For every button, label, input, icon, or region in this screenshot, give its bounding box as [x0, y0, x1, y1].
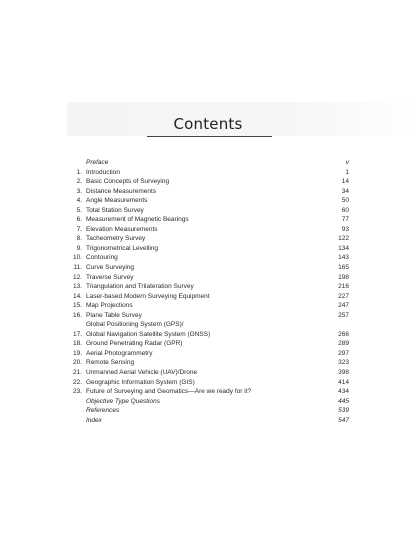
toc-entry-title	[82, 320, 319, 339]
title-rule	[147, 136, 272, 137]
toc-entry-number: 14.	[72, 292, 82, 300]
toc-entry-title	[82, 368, 319, 378]
toc-entry-title	[82, 387, 319, 397]
toc-entry-title-line: Global Navigation Satellite System (GNSS)	[86, 330, 211, 338]
toc-entry-title-line: Angle Measurements	[86, 197, 148, 205]
toc-entry-page: 445	[338, 397, 349, 405]
toc-entry-title-line: Trigonometrical Levelling	[86, 244, 159, 252]
toc-entry-title-line: Aerial Photogrammetry	[86, 349, 153, 357]
toc-entry-page: 34	[341, 187, 349, 195]
toc-entry-title-line: Preface	[86, 159, 109, 166]
toc-entry-number: 5.	[76, 206, 82, 214]
toc-entry-title	[82, 273, 319, 283]
toc-entry-page: 134	[338, 244, 349, 252]
toc-entry-number: 1.	[76, 168, 82, 176]
toc-entry[interactable]	[68, 311, 349, 321]
toc-entry-number: 20.	[72, 359, 82, 367]
toc-entry-page: 93	[341, 225, 349, 233]
toc-entry-title-line: Geographic Information System (GIS)	[86, 378, 195, 386]
toc-entry[interactable]	[68, 406, 349, 416]
toc-entry-title	[82, 244, 319, 254]
toc-entry-number: 2.	[76, 178, 82, 186]
toc-entry-title-line: Index	[86, 416, 102, 424]
toc-entry-number: 8.	[76, 235, 82, 243]
toc-entry-title	[82, 349, 319, 359]
toc-entry-title	[82, 168, 319, 178]
toc-entry[interactable]	[68, 168, 349, 178]
toc-entry-title-line: Distance Measurements	[86, 187, 157, 195]
toc-entry-title-line: Laser-based Modern Surveying Equipment	[86, 292, 210, 300]
toc-entry-title	[82, 196, 319, 206]
toc-entry-number: 6.	[76, 216, 82, 224]
toc-entry-title	[82, 177, 319, 187]
toc-entry-title	[82, 282, 319, 292]
toc-entry-page: 60	[341, 206, 349, 214]
toc-entry-number: 12.	[72, 273, 82, 281]
toc-entry-page: 198	[338, 273, 349, 281]
toc-entry[interactable]	[68, 301, 349, 311]
toc-entry-number: 17.	[72, 330, 82, 338]
toc-entry-page: 398	[338, 369, 349, 377]
toc-entry[interactable]	[68, 187, 349, 197]
toc-entry-number: 16.	[72, 311, 82, 319]
toc-entry-number: 22.	[72, 378, 82, 386]
toc-entry-title	[82, 301, 319, 311]
toc-entry-title	[82, 397, 319, 407]
toc-entry-title-line: Triangulation and Trilateration Survey	[86, 283, 194, 291]
toc-entry-title-line: Measurement of Magnetic Bearings	[86, 216, 189, 224]
toc-entry-title	[82, 263, 319, 273]
toc-entry-title-line: Objective Type Questions	[86, 397, 160, 405]
toc-entry-page: 216	[338, 283, 349, 291]
toc-entry-title	[82, 234, 319, 244]
toc-entry[interactable]	[68, 263, 349, 273]
toc-entry-page: 227	[338, 292, 349, 300]
toc-entry-page: 122	[338, 235, 349, 243]
toc-entry-number: 23.	[72, 388, 82, 396]
toc-entry[interactable]	[68, 320, 349, 339]
toc-entry-title-line: Curve Surveying	[86, 264, 135, 272]
toc-entry-number: 21.	[72, 369, 82, 377]
toc-entry-title-line: Elevation Measurements	[86, 225, 158, 233]
toc-entry-number: 3.	[76, 187, 82, 195]
toc-entry-page: 434	[338, 388, 349, 396]
toc-entry[interactable]	[68, 215, 349, 225]
toc-entry-title-line: Plane Table Survey	[86, 311, 142, 319]
toc-entry[interactable]	[68, 387, 349, 397]
toc-entry-title	[82, 225, 319, 235]
toc-entry[interactable]	[68, 225, 349, 235]
toc-entry-title-line: Introduction	[86, 168, 120, 176]
toc-entry-number: 11.	[73, 264, 82, 272]
toc-entry-page: 165	[338, 264, 349, 272]
toc-entry-title	[82, 406, 319, 416]
toc-entry-page: 297	[338, 349, 349, 357]
table-of-contents	[68, 158, 349, 425]
toc-entry-title-line: Traverse Survey	[86, 273, 134, 281]
toc-entry-title-line: Ground Penetrating Radar (GPR)	[86, 340, 183, 348]
toc-entry-page: 143	[338, 254, 349, 262]
toc-entry-title	[82, 215, 319, 225]
toc-entry-title	[82, 339, 319, 349]
toc-entry-page: 323	[338, 359, 349, 367]
toc-entry[interactable]	[68, 339, 349, 349]
toc-entry[interactable]	[68, 273, 349, 283]
toc-entry-number: 15.	[72, 302, 82, 310]
toc-entry-page: 14	[341, 178, 349, 186]
toc-entry[interactable]	[68, 244, 349, 254]
toc-entry[interactable]	[68, 177, 349, 187]
toc-entry-title-line: Unmanned Aerial Vehicle (UAV)/Drone	[86, 369, 198, 377]
toc-entry[interactable]	[68, 292, 349, 302]
toc-entry-number: 10.	[72, 254, 82, 262]
page-title: Contents	[173, 115, 243, 133]
toc-entry-page: 247	[338, 302, 349, 310]
toc-entry-title	[82, 253, 319, 263]
toc-entry-title-line: Total Station Survey	[86, 206, 144, 214]
toc-entry[interactable]	[68, 196, 349, 206]
toc-entry-page: 539	[338, 407, 349, 415]
toc-entry-number: 13.	[72, 283, 82, 291]
toc-entry-title-line: Future of Surveying and Geomatics—Are we ready for it?	[86, 388, 252, 396]
toc-entry-number: 7.	[76, 225, 82, 233]
toc-entry[interactable]	[68, 206, 349, 216]
toc-entry[interactable]	[68, 158, 349, 168]
toc-entry[interactable]	[68, 253, 349, 263]
toc-entry-page: 289	[338, 340, 349, 348]
toc-entry-title-line: Map Projections	[86, 302, 133, 310]
toc-entry[interactable]	[68, 234, 349, 244]
toc-entry-title	[82, 292, 319, 302]
toc-entry-title-line: Contouring	[86, 254, 118, 262]
toc-entry-title-line: Basic Concepts of Surveying	[86, 178, 170, 186]
toc-entry-page: 77	[341, 216, 349, 224]
toc-entry-number: 18.	[72, 340, 82, 348]
toc-entry-title-line: References	[86, 407, 120, 415]
toc-entry-page: 50	[341, 197, 349, 205]
toc-entry-title	[82, 158, 319, 168]
toc-entry-page: 266	[338, 330, 349, 338]
toc-entry[interactable]	[68, 282, 349, 292]
toc-entry-title	[82, 358, 319, 368]
toc-entry-page: v	[345, 159, 349, 166]
toc-entry[interactable]	[68, 349, 349, 359]
toc-entry-page: 257	[338, 311, 349, 319]
toc-entry-page: 1	[345, 168, 349, 176]
toc-entry[interactable]	[68, 378, 349, 388]
toc-entry-title-line: Tacheometry Survey	[86, 235, 146, 243]
toc-entry[interactable]	[68, 397, 349, 407]
toc-entry-number: 4.	[76, 197, 82, 205]
toc-entry-title-line: Global Positioning System (GPS)/	[86, 321, 184, 329]
toc-entry-title	[82, 416, 319, 426]
toc-entry[interactable]	[68, 416, 349, 426]
toc-entry-page: 547	[338, 416, 349, 424]
toc-entry-title	[82, 187, 319, 197]
toc-entry[interactable]	[68, 358, 349, 368]
toc-entry-title	[82, 378, 319, 388]
toc-entry-title	[82, 206, 319, 216]
toc-entry-title-line: Remote Sensing	[86, 359, 135, 367]
toc-entry-title	[82, 311, 319, 321]
toc-entry-number: 19.	[72, 349, 82, 357]
toc-entry[interactable]	[68, 368, 349, 378]
toc-entry-number: 9.	[76, 244, 82, 252]
toc-entry-page: 414	[338, 378, 349, 386]
